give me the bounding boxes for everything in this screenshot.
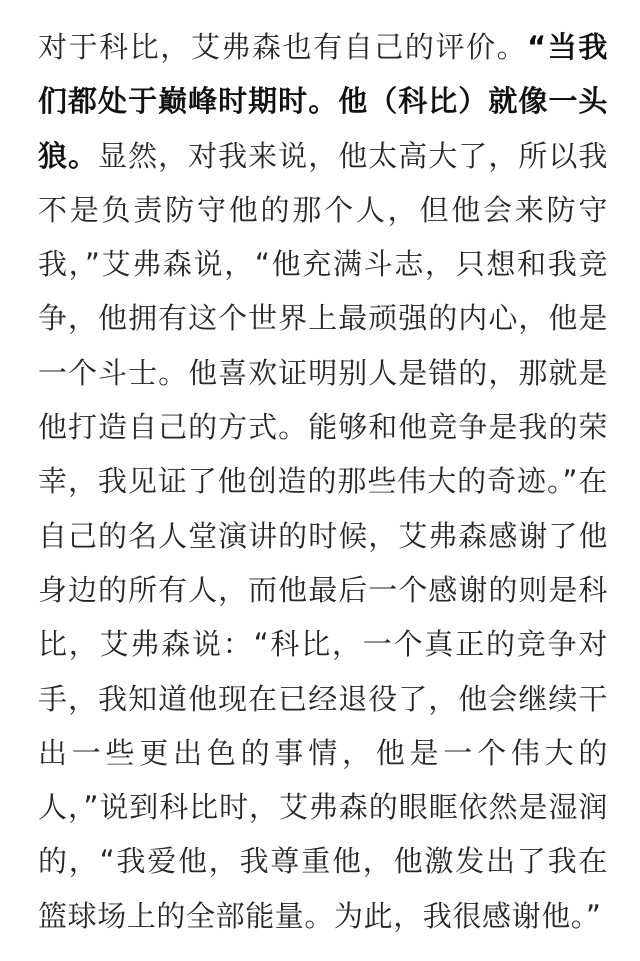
article-paragraph (38, 20, 608, 943)
bold-quote: “当我们都处于巅峰时期时。他（科比）就像一头狼。 (38, 30, 608, 173)
text-segment: 显然，对我来说，他太高大了，所以我不是负责防守他的那个人，但他会来防守我，”艾弗森说，“他充满斗志，只想和我竞争，他拥有这个世界上最顽强的内心，他是一个斗士。他喜欢证明别人是错的，那就是他打造自己的方式。能够和他竞争是我的荣幸，我见证了他创造的那些伟大的奇迹。”在自己的名人堂演讲的时候，艾弗森感谢了他身边的所有人，而他最后一个感谢的则是科比，艾弗森说：“科比，一个真正的竞争对手，我知道他现在已经退役了，他会继续干出一些更出色的事情，他是一个伟大的人，”说到科比时，艾弗森的眼眶依然是湿润的，“我爱他，我尊重他，他激发出了我在篮球场上的全部能量。为此，我很感谢他。” (38, 138, 608, 933)
text-segment: 对于科比，艾弗森也有自己的评价。 (38, 30, 528, 64)
